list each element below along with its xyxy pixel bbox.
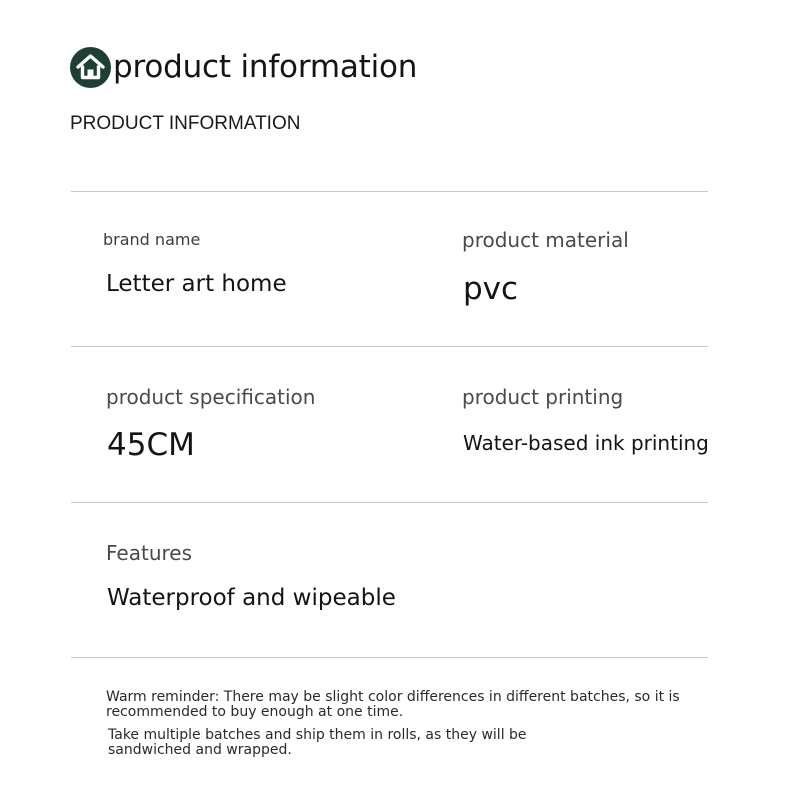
features-value: Waterproof and wipeable bbox=[107, 585, 396, 611]
product-specification-label: product specification bbox=[106, 385, 316, 409]
shipping-note: Take multiple batches and ship them in rolls, as they will be sandwiched and wrapped. bbox=[108, 727, 527, 758]
product-printing-value: Water-based ink printing bbox=[463, 431, 709, 455]
product-material-label: product material bbox=[462, 228, 629, 252]
divider bbox=[71, 657, 708, 658]
product-specification-value: 45CM bbox=[107, 427, 195, 463]
page-subtitle: PRODUCT INFORMATION bbox=[70, 113, 301, 134]
divider bbox=[71, 502, 708, 503]
product-material-value: pvc bbox=[463, 271, 519, 307]
page-title: product information bbox=[113, 49, 418, 85]
divider bbox=[71, 191, 708, 192]
features-label: Features bbox=[106, 541, 192, 565]
home-icon bbox=[70, 47, 111, 88]
product-printing-label: product printing bbox=[462, 385, 624, 409]
divider bbox=[71, 346, 708, 347]
brand-name-value: Letter art home bbox=[106, 271, 287, 297]
brand-name-label: brand name bbox=[103, 230, 201, 249]
warm-reminder-note: Warm reminder: There may be slight color differences in different batches, so it is recommended to buy enough at one time. bbox=[106, 689, 680, 720]
